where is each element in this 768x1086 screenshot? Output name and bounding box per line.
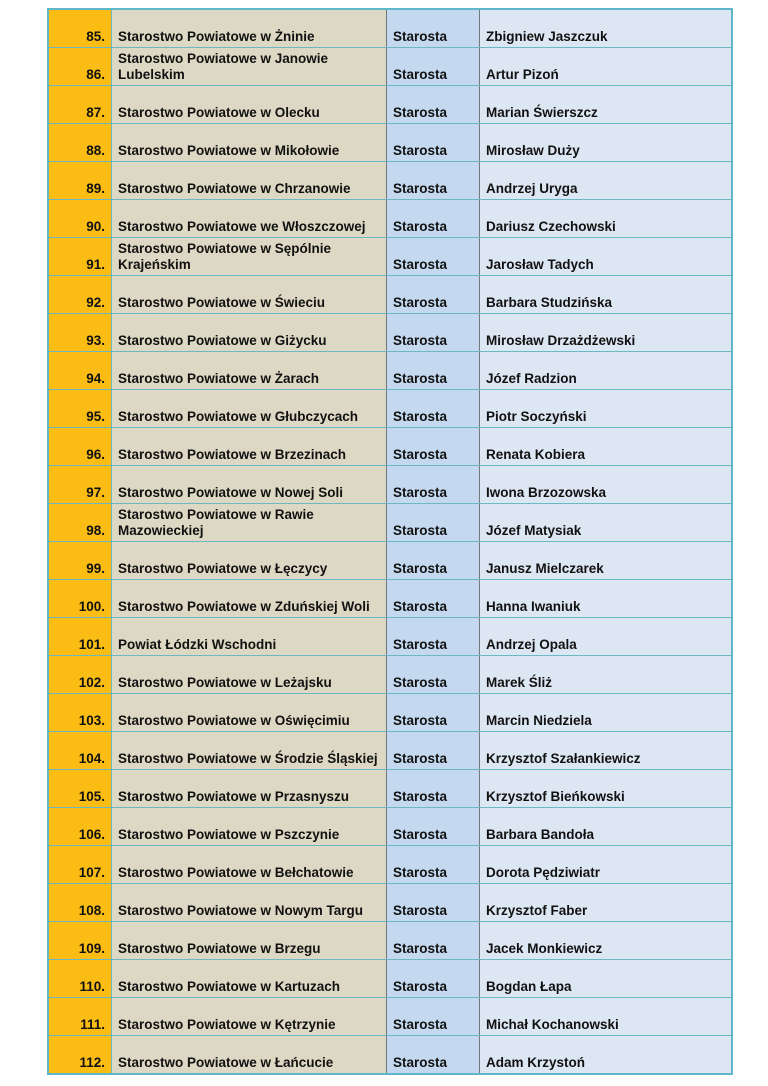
row-number-cell: 110. (48, 960, 112, 998)
table-row (48, 504, 732, 542)
row-number-cell: 101. (48, 618, 112, 656)
table-row (48, 238, 732, 276)
person-name-cell: Mirosław Drzażdżewski (480, 314, 733, 352)
person-name-cell: Dariusz Czechowski (480, 200, 733, 238)
person-name-cell: Józef Radzion (480, 352, 733, 390)
person-name-cell: Mirosław Duży (480, 124, 733, 162)
row-number-cell: 105. (48, 770, 112, 808)
table-row (48, 162, 732, 200)
office-name-cell: Starostwo Powiatowe w Nowym Targu (112, 884, 387, 922)
office-name-cell: Starostwo Powiatowe w Kartuzach (112, 960, 387, 998)
table-row (48, 352, 732, 390)
table-body (48, 9, 732, 1074)
office-name-cell: Starostwo Powiatowe w Głubczycach (112, 390, 387, 428)
role-cell: Starosta (387, 770, 480, 808)
person-name-cell: Adam Krzystoń (480, 1036, 733, 1075)
office-name-cell: Starostwo Powiatowe w Brzezinach (112, 428, 387, 466)
row-number-cell: 94. (48, 352, 112, 390)
role-cell: Starosta (387, 200, 480, 238)
person-name-cell: Krzysztof Faber (480, 884, 733, 922)
table-row (48, 998, 732, 1036)
person-name-cell: Artur Pizoń (480, 48, 733, 86)
role-cell: Starosta (387, 390, 480, 428)
table-row (48, 542, 732, 580)
office-name-cell: Starostwo Powiatowe w Żarach (112, 352, 387, 390)
table-row (48, 314, 732, 352)
row-number-cell: 104. (48, 732, 112, 770)
person-name-cell: Marek Śliż (480, 656, 733, 694)
role-cell: Starosta (387, 466, 480, 504)
officials-table (47, 8, 733, 1075)
role-cell: Starosta (387, 1036, 480, 1075)
table-row (48, 656, 732, 694)
person-name-cell: Marcin Niedziela (480, 694, 733, 732)
row-number-cell: 109. (48, 922, 112, 960)
person-name-cell: Andrzej Uryga (480, 162, 733, 200)
person-name-cell: Iwona Brzozowska (480, 466, 733, 504)
role-cell: Starosta (387, 48, 480, 86)
office-name-cell: Starostwo Powiatowe w Nowej Soli (112, 466, 387, 504)
role-cell: Starosta (387, 846, 480, 884)
office-name-cell: Starostwo Powiatowe w Przasnyszu (112, 770, 387, 808)
person-name-cell: Jarosław Tadych (480, 238, 733, 276)
role-cell: Starosta (387, 238, 480, 276)
table-row (48, 694, 732, 732)
office-name-cell: Starostwo Powiatowe w Świeciu (112, 276, 387, 314)
role-cell: Starosta (387, 960, 480, 998)
table-row (48, 618, 732, 656)
row-number-cell: 106. (48, 808, 112, 846)
office-name-cell: Starostwo Powiatowe w Brzegu (112, 922, 387, 960)
office-name-cell: Starostwo Powiatowe w Pszczynie (112, 808, 387, 846)
person-name-cell: Jacek Monkiewicz (480, 922, 733, 960)
row-number-cell: 88. (48, 124, 112, 162)
table-row (48, 9, 732, 48)
office-name-cell: Starostwo Powiatowe w Środzie Śląskiej (112, 732, 387, 770)
office-name-cell: Starostwo Powiatowe w Oświęcimiu (112, 694, 387, 732)
role-cell: Starosta (387, 580, 480, 618)
office-name-cell: Starostwo Powiatowe w Mikołowie (112, 124, 387, 162)
office-name-cell: Starostwo Powiatowe w Bełchatowie (112, 846, 387, 884)
person-name-cell: Hanna Iwaniuk (480, 580, 733, 618)
role-cell: Starosta (387, 162, 480, 200)
person-name-cell: Barbara Studzińska (480, 276, 733, 314)
row-number-cell: 89. (48, 162, 112, 200)
row-number-cell: 93. (48, 314, 112, 352)
table-row (48, 808, 732, 846)
role-cell: Starosta (387, 352, 480, 390)
row-number-cell: 100. (48, 580, 112, 618)
role-cell: Starosta (387, 998, 480, 1036)
row-number-cell: 85. (48, 9, 112, 48)
person-name-cell: Barbara Bandoła (480, 808, 733, 846)
office-name-cell: Starostwo Powiatowe w Sępólnie Krajeńskim (112, 238, 387, 276)
role-cell: Starosta (387, 9, 480, 48)
row-number-cell: 96. (48, 428, 112, 466)
office-name-cell: Starostwo Powiatowe w Chrzanowie (112, 162, 387, 200)
person-name-cell: Andrzej Opala (480, 618, 733, 656)
table-row (48, 276, 732, 314)
row-number-cell: 91. (48, 238, 112, 276)
row-number-cell: 103. (48, 694, 112, 732)
role-cell: Starosta (387, 428, 480, 466)
table-row (48, 48, 732, 86)
office-name-cell: Starostwo Powiatowe w Rawie Mazowieckiej (112, 504, 387, 542)
table-row (48, 770, 732, 808)
person-name-cell: Marian Świerszcz (480, 86, 733, 124)
table-row (48, 884, 732, 922)
role-cell: Starosta (387, 276, 480, 314)
office-name-cell: Starostwo Powiatowe w Giżycku (112, 314, 387, 352)
office-name-cell: Starostwo Powiatowe w Żninie (112, 9, 387, 48)
table-row (48, 86, 732, 124)
table-row (48, 1036, 732, 1075)
office-name-cell: Starostwo Powiatowe w Leżajsku (112, 656, 387, 694)
row-number-cell: 97. (48, 466, 112, 504)
row-number-cell: 90. (48, 200, 112, 238)
person-name-cell: Michał Kochanowski (480, 998, 733, 1036)
person-name-cell: Krzysztof Szałankiewicz (480, 732, 733, 770)
person-name-cell: Bogdan Łapa (480, 960, 733, 998)
row-number-cell: 98. (48, 504, 112, 542)
person-name-cell: Krzysztof Bieńkowski (480, 770, 733, 808)
role-cell: Starosta (387, 808, 480, 846)
person-name-cell: Józef Matysiak (480, 504, 733, 542)
row-number-cell: 107. (48, 846, 112, 884)
office-name-cell: Starostwo Powiatowe w Łańcucie (112, 1036, 387, 1075)
office-name-cell: Starostwo Powiatowe w Kętrzynie (112, 998, 387, 1036)
table-row (48, 466, 732, 504)
table-row (48, 922, 732, 960)
role-cell: Starosta (387, 504, 480, 542)
table-row (48, 732, 732, 770)
office-name-cell: Starostwo Powiatowe we Włoszczowej (112, 200, 387, 238)
table-row (48, 580, 732, 618)
office-name-cell: Starostwo Powiatowe w Olecku (112, 86, 387, 124)
table-row (48, 200, 732, 238)
table-row (48, 960, 732, 998)
person-name-cell: Renata Kobiera (480, 428, 733, 466)
office-name-cell: Starostwo Powiatowe w Janowie Lubelskim (112, 48, 387, 86)
role-cell: Starosta (387, 124, 480, 162)
role-cell: Starosta (387, 86, 480, 124)
office-name-cell: Starostwo Powiatowe w Zduńskiej Woli (112, 580, 387, 618)
role-cell: Starosta (387, 314, 480, 352)
role-cell: Starosta (387, 732, 480, 770)
role-cell: Starosta (387, 922, 480, 960)
person-name-cell: Dorota Pędziwiatr (480, 846, 733, 884)
row-number-cell: 92. (48, 276, 112, 314)
row-number-cell: 112. (48, 1036, 112, 1075)
role-cell: Starosta (387, 618, 480, 656)
row-number-cell: 87. (48, 86, 112, 124)
table-row (48, 124, 732, 162)
table-row (48, 428, 732, 466)
row-number-cell: 108. (48, 884, 112, 922)
office-name-cell: Starostwo Powiatowe w Łęczycy (112, 542, 387, 580)
role-cell: Starosta (387, 656, 480, 694)
table-row (48, 390, 732, 428)
row-number-cell: 95. (48, 390, 112, 428)
person-name-cell: Janusz Mielczarek (480, 542, 733, 580)
office-name-cell: Powiat Łódzki Wschodni (112, 618, 387, 656)
row-number-cell: 111. (48, 998, 112, 1036)
table-row (48, 846, 732, 884)
role-cell: Starosta (387, 884, 480, 922)
row-number-cell: 86. (48, 48, 112, 86)
role-cell: Starosta (387, 542, 480, 580)
row-number-cell: 99. (48, 542, 112, 580)
person-name-cell: Zbigniew Jaszczuk (480, 9, 733, 48)
role-cell: Starosta (387, 694, 480, 732)
person-name-cell: Piotr Soczyński (480, 390, 733, 428)
row-number-cell: 102. (48, 656, 112, 694)
